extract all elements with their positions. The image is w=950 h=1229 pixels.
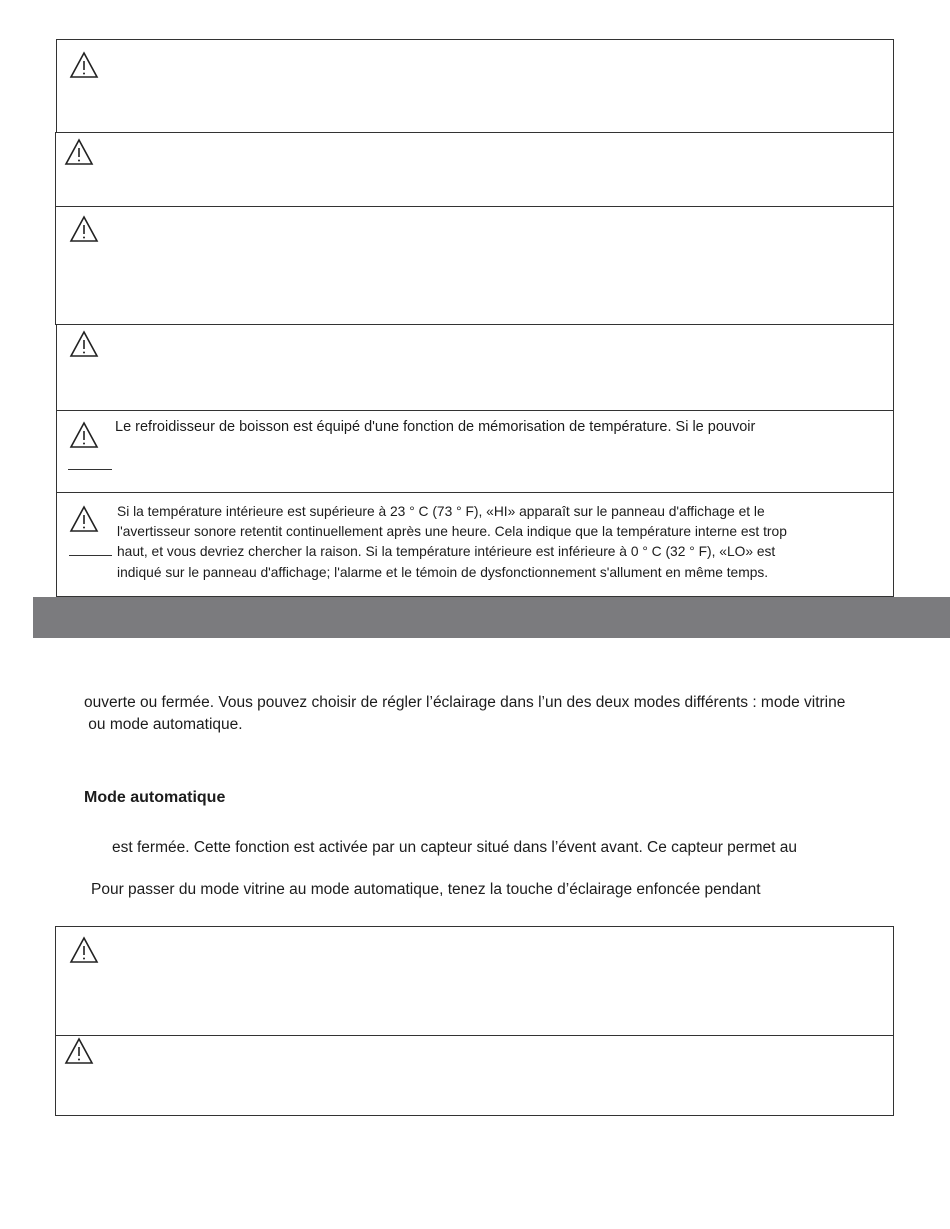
warning-triangle-icon bbox=[69, 330, 99, 358]
lighting-intro-line-1: ouverte ou fermée. Vous pouvez choisir de régler l’éclairage dans l’un des deux modes différents : mode vitrine bbox=[84, 694, 846, 711]
section-header-bar bbox=[33, 597, 950, 638]
auto-mode-line-1: est fermée. Cette fonction est activée par un capteur situé dans l’évent avant. Ce capteur permet au bbox=[112, 839, 797, 856]
warning-box-3 bbox=[55, 206, 894, 325]
warning-box-7 bbox=[55, 926, 894, 1036]
auto-mode-heading: Mode automatique bbox=[84, 789, 226, 806]
divider-line bbox=[68, 469, 112, 470]
warning-box-6 bbox=[56, 492, 894, 597]
warning-box-5 bbox=[56, 410, 894, 493]
temperature-alarm-line-1: Si la température intérieure est supérieure à 23 ° C (73 ° F), «HI» apparaît sur le panneau d'affichage et le bbox=[117, 504, 765, 519]
warning-triangle-icon bbox=[64, 1037, 94, 1065]
lighting-intro-line-2: ou mode automatique. bbox=[84, 716, 243, 733]
auto-mode-line-2: Pour passer du mode vitrine au mode automatique, tenez la touche d’éclairage enfoncée pendant bbox=[91, 881, 761, 898]
warning-triangle-icon bbox=[69, 421, 99, 449]
warning-box-2 bbox=[55, 132, 894, 207]
warning-box-4 bbox=[56, 324, 894, 411]
warning-triangle-icon bbox=[69, 936, 99, 964]
divider-line bbox=[69, 555, 112, 556]
warning-box-1 bbox=[56, 39, 894, 133]
warning-triangle-icon bbox=[64, 138, 94, 166]
warning-triangle-icon bbox=[69, 51, 99, 79]
temperature-alarm-line-2: l'avertisseur sonore retentit continuellement après une heure. Cela indique que la température interne est trop bbox=[117, 524, 787, 539]
temperature-memory-text: Le refroidisseur de boisson est équipé d'une fonction de mémorisation de température. Si le pouvoir bbox=[115, 419, 756, 435]
warning-triangle-icon bbox=[69, 215, 99, 243]
warning-triangle-icon bbox=[69, 505, 99, 533]
temperature-alarm-line-4: indiqué sur le panneau d'affichage; l'alarme et le témoin de dysfonctionnement s'allument en même temps. bbox=[117, 565, 769, 580]
temperature-alarm-line-3: haut, et vous devriez chercher la raison. Si la température intérieure est inférieure à 0 ° C (32 ° F), «LO» est bbox=[117, 544, 776, 559]
warning-box-8 bbox=[55, 1035, 894, 1116]
